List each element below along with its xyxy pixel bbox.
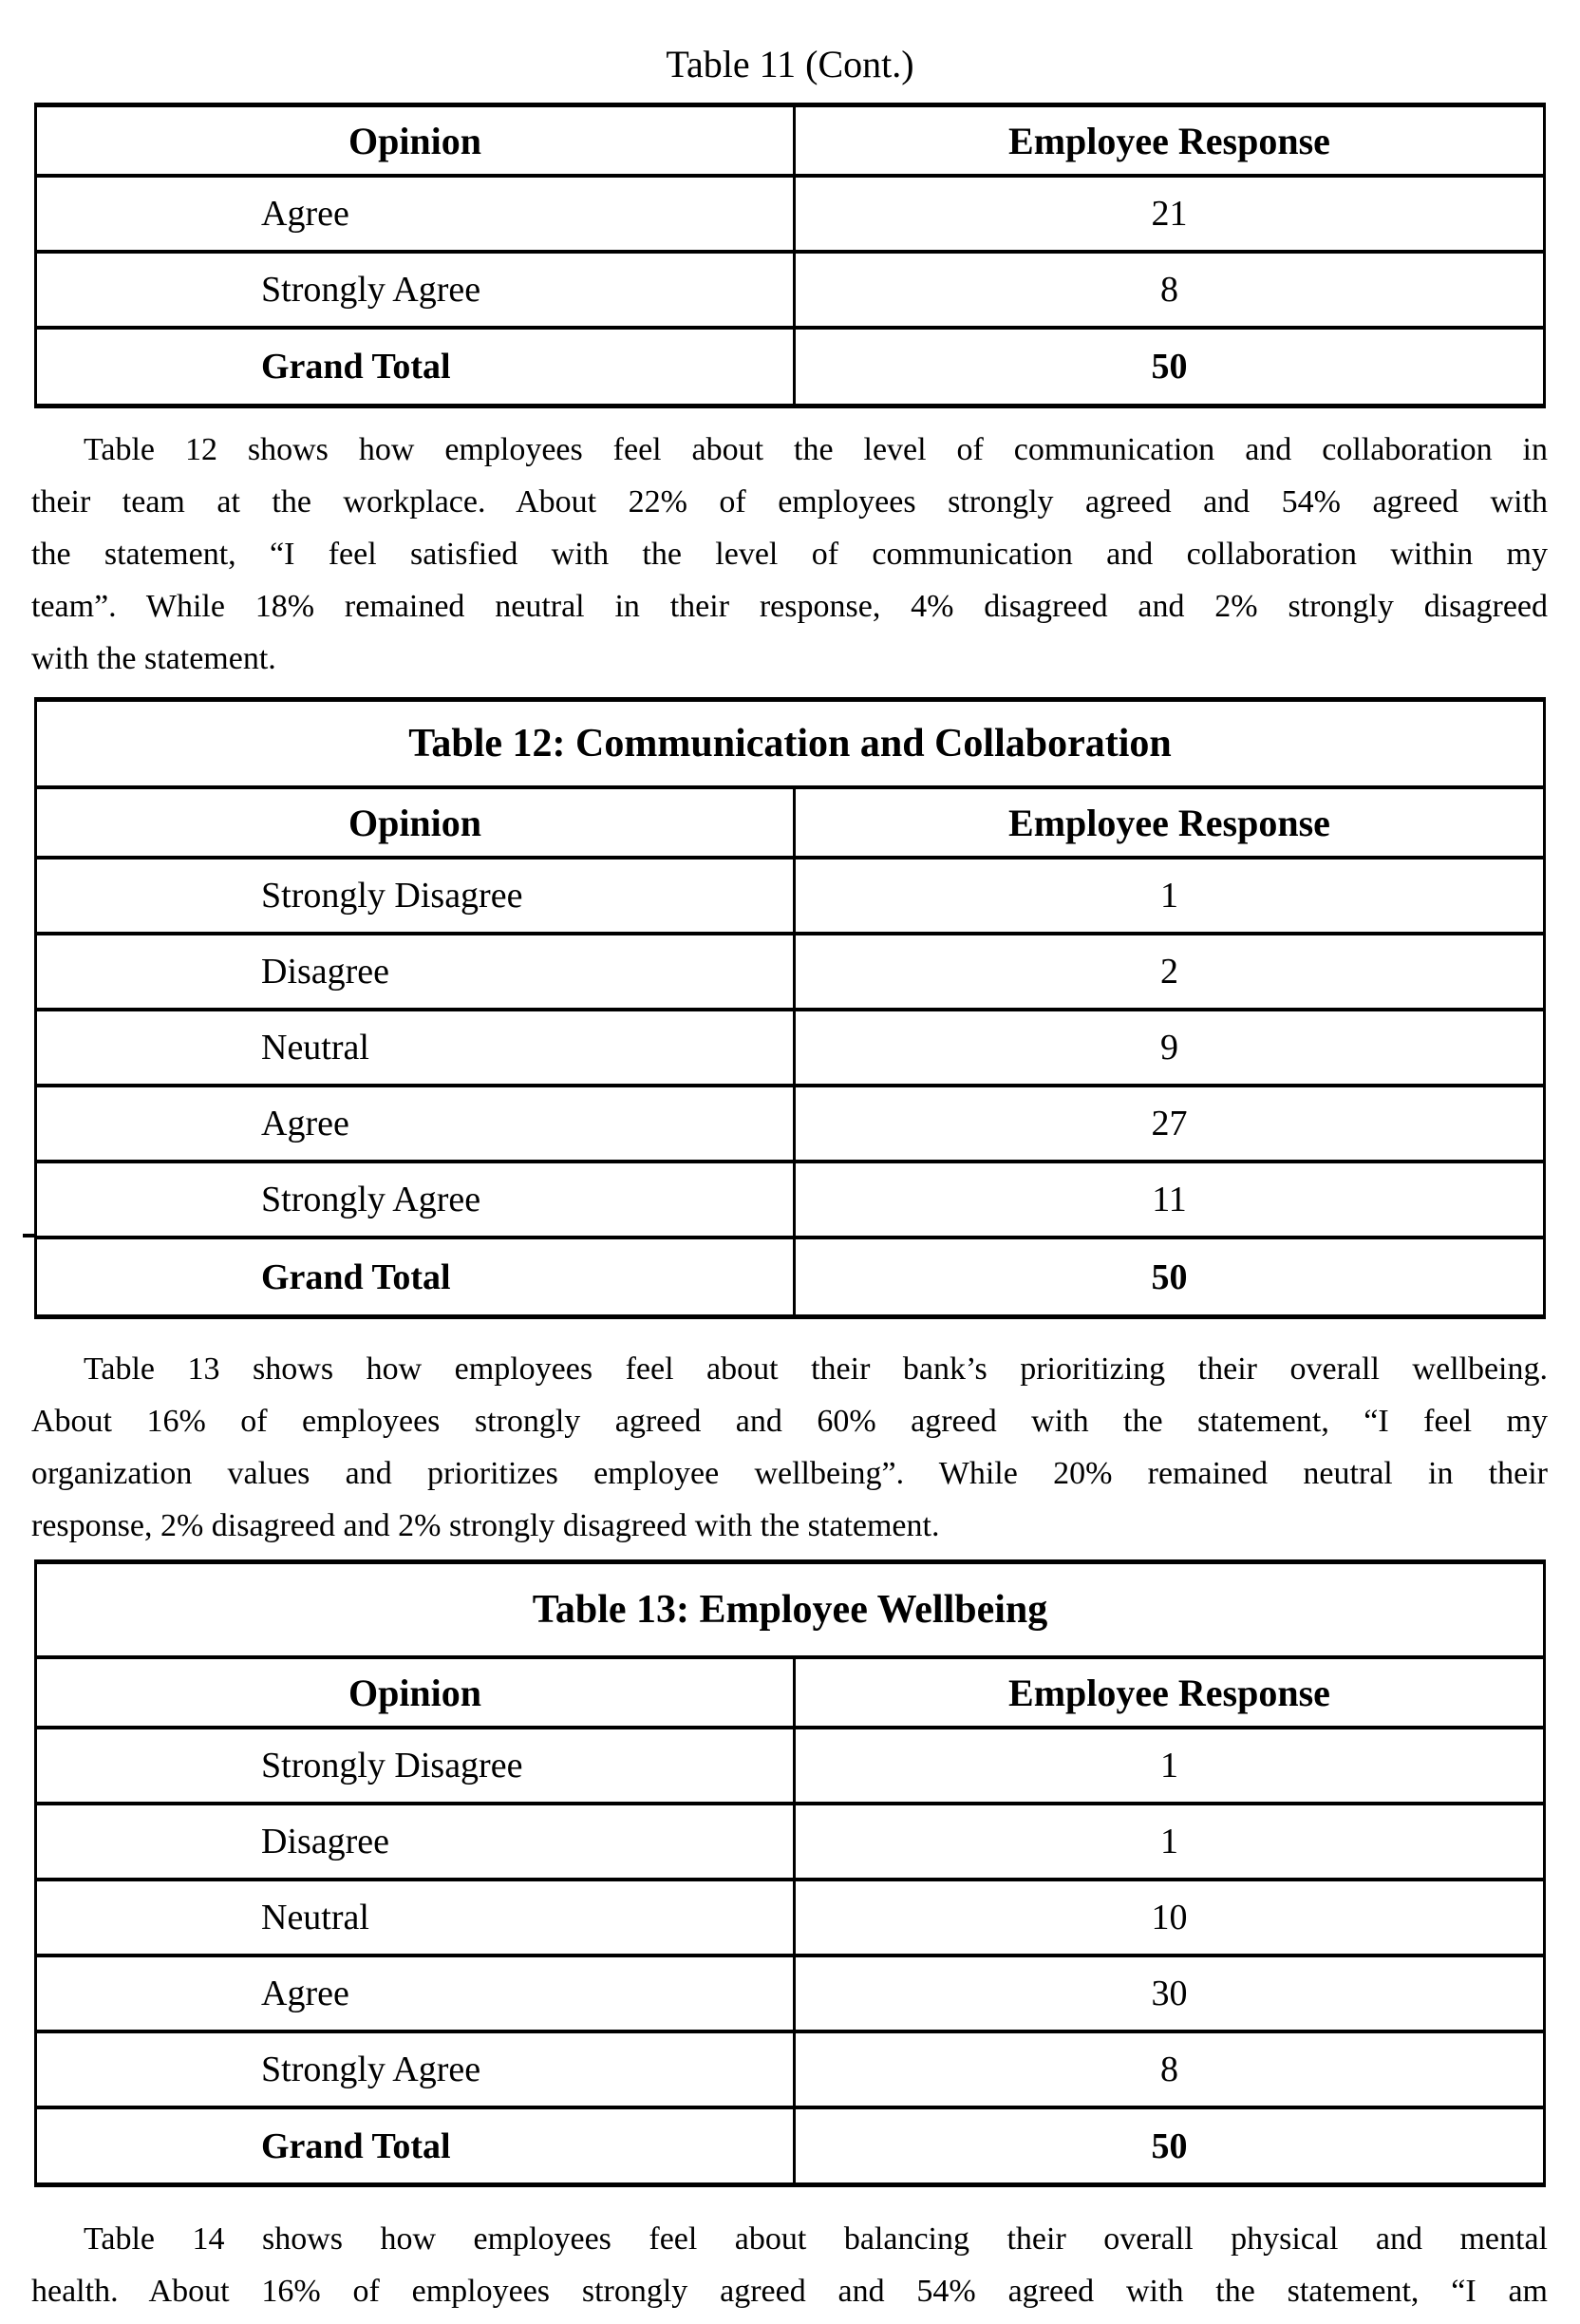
opinion-cell: Disagree xyxy=(261,1822,390,1861)
table-row xyxy=(37,1802,1543,1878)
grand-total-label: Grand Total xyxy=(261,347,451,387)
table-row xyxy=(37,1160,1543,1236)
response-cell: 27 xyxy=(793,1087,1543,1160)
grand-total-row xyxy=(37,1236,1543,1314)
table-title-row xyxy=(37,1564,1543,1655)
table-row xyxy=(37,856,1543,932)
paragraph-table12-description xyxy=(31,424,1548,685)
grand-total-row xyxy=(37,326,1543,404)
paragraph-line: the statement, “I feel satisfied with the level of communication and collaboration within my xyxy=(31,537,1548,572)
table-row xyxy=(37,250,1543,326)
opinion-cell: Neutral xyxy=(261,1028,369,1068)
response-cell: 8 xyxy=(793,254,1543,326)
opinion-cell: Agree xyxy=(261,1104,349,1143)
table-title: Table 13: Employee Wellbeing xyxy=(532,1588,1048,1632)
table-row xyxy=(37,1008,1543,1084)
table-row xyxy=(37,174,1543,250)
response-cell: 21 xyxy=(793,178,1543,250)
column-header-employee-response: Employee Response xyxy=(793,789,1543,856)
table-12-header-row xyxy=(37,785,1543,856)
paragraph-line: health. About 16% of employees strongly agreed and 54% agreed with the statement, “I am xyxy=(31,2274,1548,2309)
paragraph-line: with the statement. xyxy=(31,641,276,676)
paragraph-table13-description xyxy=(31,1343,1548,1552)
opinion-cell: Strongly Agree xyxy=(261,270,481,310)
opinion-cell: Neutral xyxy=(261,1898,369,1937)
column-header-opinion: Opinion xyxy=(348,801,482,844)
response-cell: 1 xyxy=(793,1805,1543,1878)
grand-total-label: Grand Total xyxy=(261,2126,451,2166)
response-cell: 11 xyxy=(793,1163,1543,1236)
table-row xyxy=(37,1084,1543,1160)
column-header-employee-response: Employee Response xyxy=(793,107,1543,174)
opinion-cell: Strongly Agree xyxy=(261,2050,481,2089)
table-11-header-row xyxy=(37,107,1543,174)
table-13-header-row xyxy=(37,1655,1543,1726)
opinion-cell: Strongly Disagree xyxy=(261,1746,523,1786)
response-cell: 2 xyxy=(793,935,1543,1008)
response-cell: 8 xyxy=(793,2033,1543,2106)
table-13-employee-wellbeing xyxy=(34,1559,1546,2187)
grand-total-value: 50 xyxy=(793,330,1543,404)
stray-rule-mark xyxy=(23,1234,35,1238)
paragraph-line: their team at the workplace. About 22% of employees strongly agreed and 54% agreed with xyxy=(31,484,1548,520)
paragraph-line: Table 12 shows how employees feel about the level of communication and collaboration in xyxy=(84,432,1548,467)
opinion-cell: Strongly Agree xyxy=(261,1180,481,1219)
grand-total-row xyxy=(37,2106,1543,2182)
table-title-row xyxy=(37,702,1543,785)
page-title: Table 11 (Cont.) xyxy=(666,43,914,85)
grand-total-label: Grand Total xyxy=(261,1256,451,1297)
table-12-communication-collaboration xyxy=(34,697,1546,1319)
opinion-cell: Agree xyxy=(261,194,349,234)
opinion-cell: Disagree xyxy=(261,952,390,992)
table-row xyxy=(37,1954,1543,2030)
table-11-continued xyxy=(34,103,1546,408)
grand-total-value: 50 xyxy=(793,2109,1543,2182)
paragraph-table14-description xyxy=(31,2213,1548,2317)
paragraph-line: response, 2% disagreed and 2% strongly disagreed with the statement. xyxy=(31,1508,940,1543)
paragraph-line: organization values and prioritizes employee wellbeing”. While 20% remained neutral in their xyxy=(31,1456,1548,1491)
table-row xyxy=(37,1726,1543,1802)
column-header-opinion: Opinion xyxy=(348,119,482,162)
response-cell: 9 xyxy=(793,1011,1543,1084)
table-row xyxy=(37,932,1543,1008)
table-row xyxy=(37,1878,1543,1954)
response-cell: 10 xyxy=(793,1881,1543,1954)
paragraph-line: Table 14 shows how employees feel about balancing their overall physical and mental xyxy=(84,2221,1548,2257)
table-row xyxy=(37,2030,1543,2106)
grand-total-value: 50 xyxy=(793,1239,1543,1314)
column-header-employee-response: Employee Response xyxy=(793,1659,1543,1726)
column-header-opinion: Opinion xyxy=(348,1671,482,1714)
paragraph-line: About 16% of employees strongly agreed and 60% agreed with the statement, “I feel my xyxy=(31,1404,1548,1439)
table-title: Table 12: Communication and Collaboration xyxy=(408,722,1172,765)
response-cell: 1 xyxy=(793,1729,1543,1802)
paragraph-line: Table 13 shows how employees feel about their bank’s prioritizing their overall wellbeing. xyxy=(84,1351,1548,1387)
opinion-cell: Agree xyxy=(261,1974,349,2013)
paragraph-line: team”. While 18% remained neutral in their response, 4% disagreed and 2% strongly disagreed xyxy=(31,589,1548,624)
opinion-cell: Strongly Disagree xyxy=(261,876,523,916)
response-cell: 30 xyxy=(793,1957,1543,2030)
response-cell: 1 xyxy=(793,860,1543,932)
